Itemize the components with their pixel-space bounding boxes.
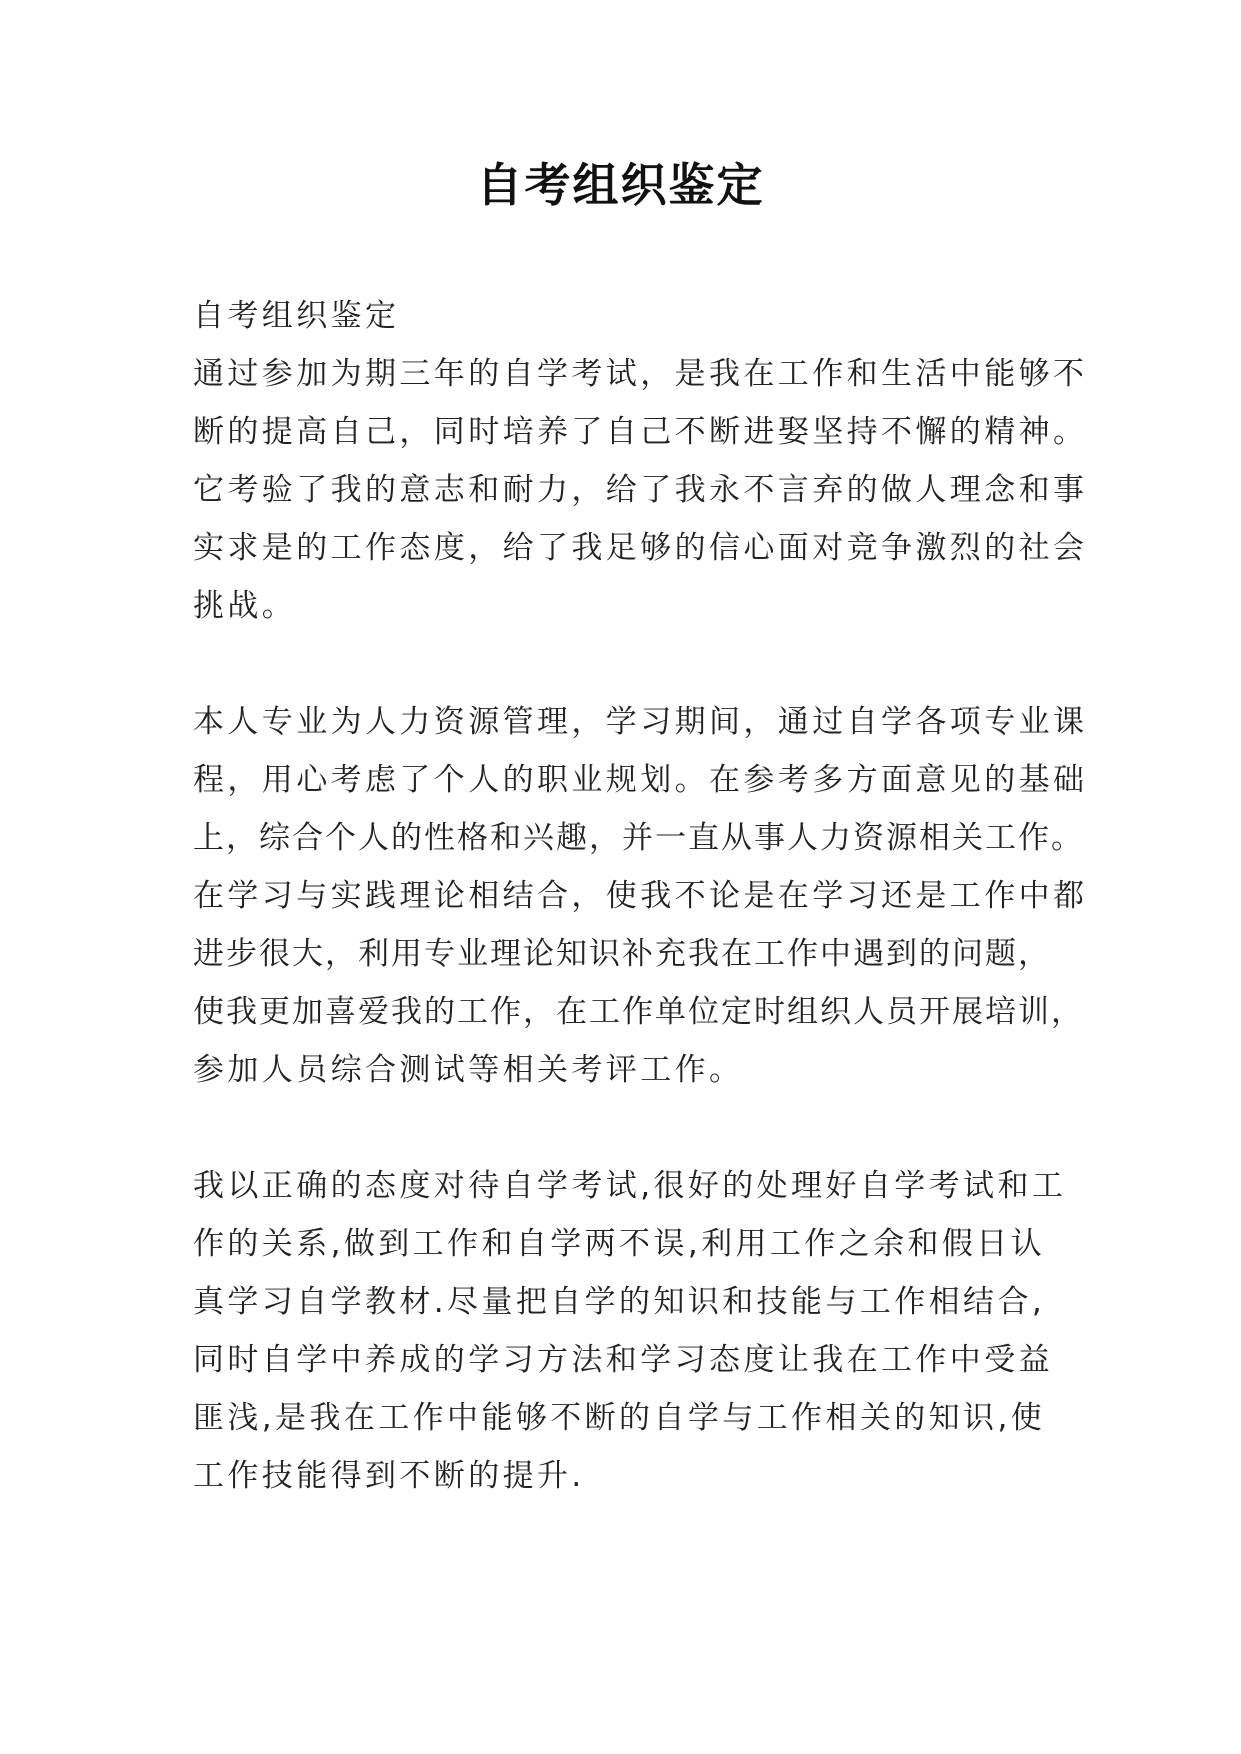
document-subtitle: 自考组织鉴定 <box>193 298 400 334</box>
document-title: 自考组织鉴定 <box>476 158 765 212</box>
paragraph-line: 参加人员综合测试等相关考评工作。 <box>193 1052 744 1088</box>
paragraph-line: 匪浅,是我在工作中能够不断的自学与工作相关的知识,使 <box>193 1400 1046 1436</box>
paragraph-line: 上，综合个人的性格和兴趣，并一直从事人力资源相关工作。 <box>193 820 1084 856</box>
paragraph-line: 挑战。 <box>193 588 297 624</box>
paragraph-line: 工作技能得到不断的提升. <box>193 1458 585 1494</box>
paragraph-1 <box>193 345 1088 635</box>
paragraph-line: 真学习自学教材.尽量把自学的知识和技能与工作相结合, <box>193 1284 1046 1320</box>
paragraph-2 <box>193 693 1088 1099</box>
paragraph-line: 程，用心考虑了个人的职业规划。在参考多方面意见的基础 <box>193 762 1088 798</box>
paragraph-line: 通过参加为期三年的自学考试，是我在工作和生活中能够不 <box>193 356 1088 392</box>
paragraph-line: 作的关系,做到工作和自学两不误,利用工作之余和假日认 <box>193 1226 1046 1262</box>
paragraph-3 <box>193 1157 1073 1505</box>
paragraph-spacer <box>193 1099 1073 1157</box>
paragraph-line: 本人专业为人力资源管理，学习期间，通过自学各项专业课 <box>193 704 1088 740</box>
document-body <box>193 287 1088 1505</box>
paragraph-line: 在学习与实践理论相结合，使我不论是在学习还是工作中都 <box>193 878 1088 914</box>
paragraph-line: 断的提高自己，同时培养了自己不断进娶坚持不懈的精神。 <box>193 414 1088 450</box>
paragraph-spacer <box>193 635 1073 693</box>
paragraph-line: 实求是的工作态度，给了我足够的信心面对竞争激烈的社会 <box>193 530 1088 566</box>
paragraph-line: 同时自学中养成的学习方法和学习态度让我在工作中受益 <box>193 1342 1053 1378</box>
paragraph-line: 进步很大，利用专业理论知识补充我在工作中遇到的问题， <box>193 936 1051 972</box>
paragraph-line: 我以正确的态度对待自学考试,很好的处理好自学考试和工 <box>193 1168 1067 1204</box>
paragraph-line: 它考验了我的意志和耐力，给了我永不言弃的做人理念和事 <box>193 472 1088 508</box>
paragraph-line: 使我更加喜爱我的工作，在工作单位定时组织人员开展培训， <box>193 994 1084 1030</box>
